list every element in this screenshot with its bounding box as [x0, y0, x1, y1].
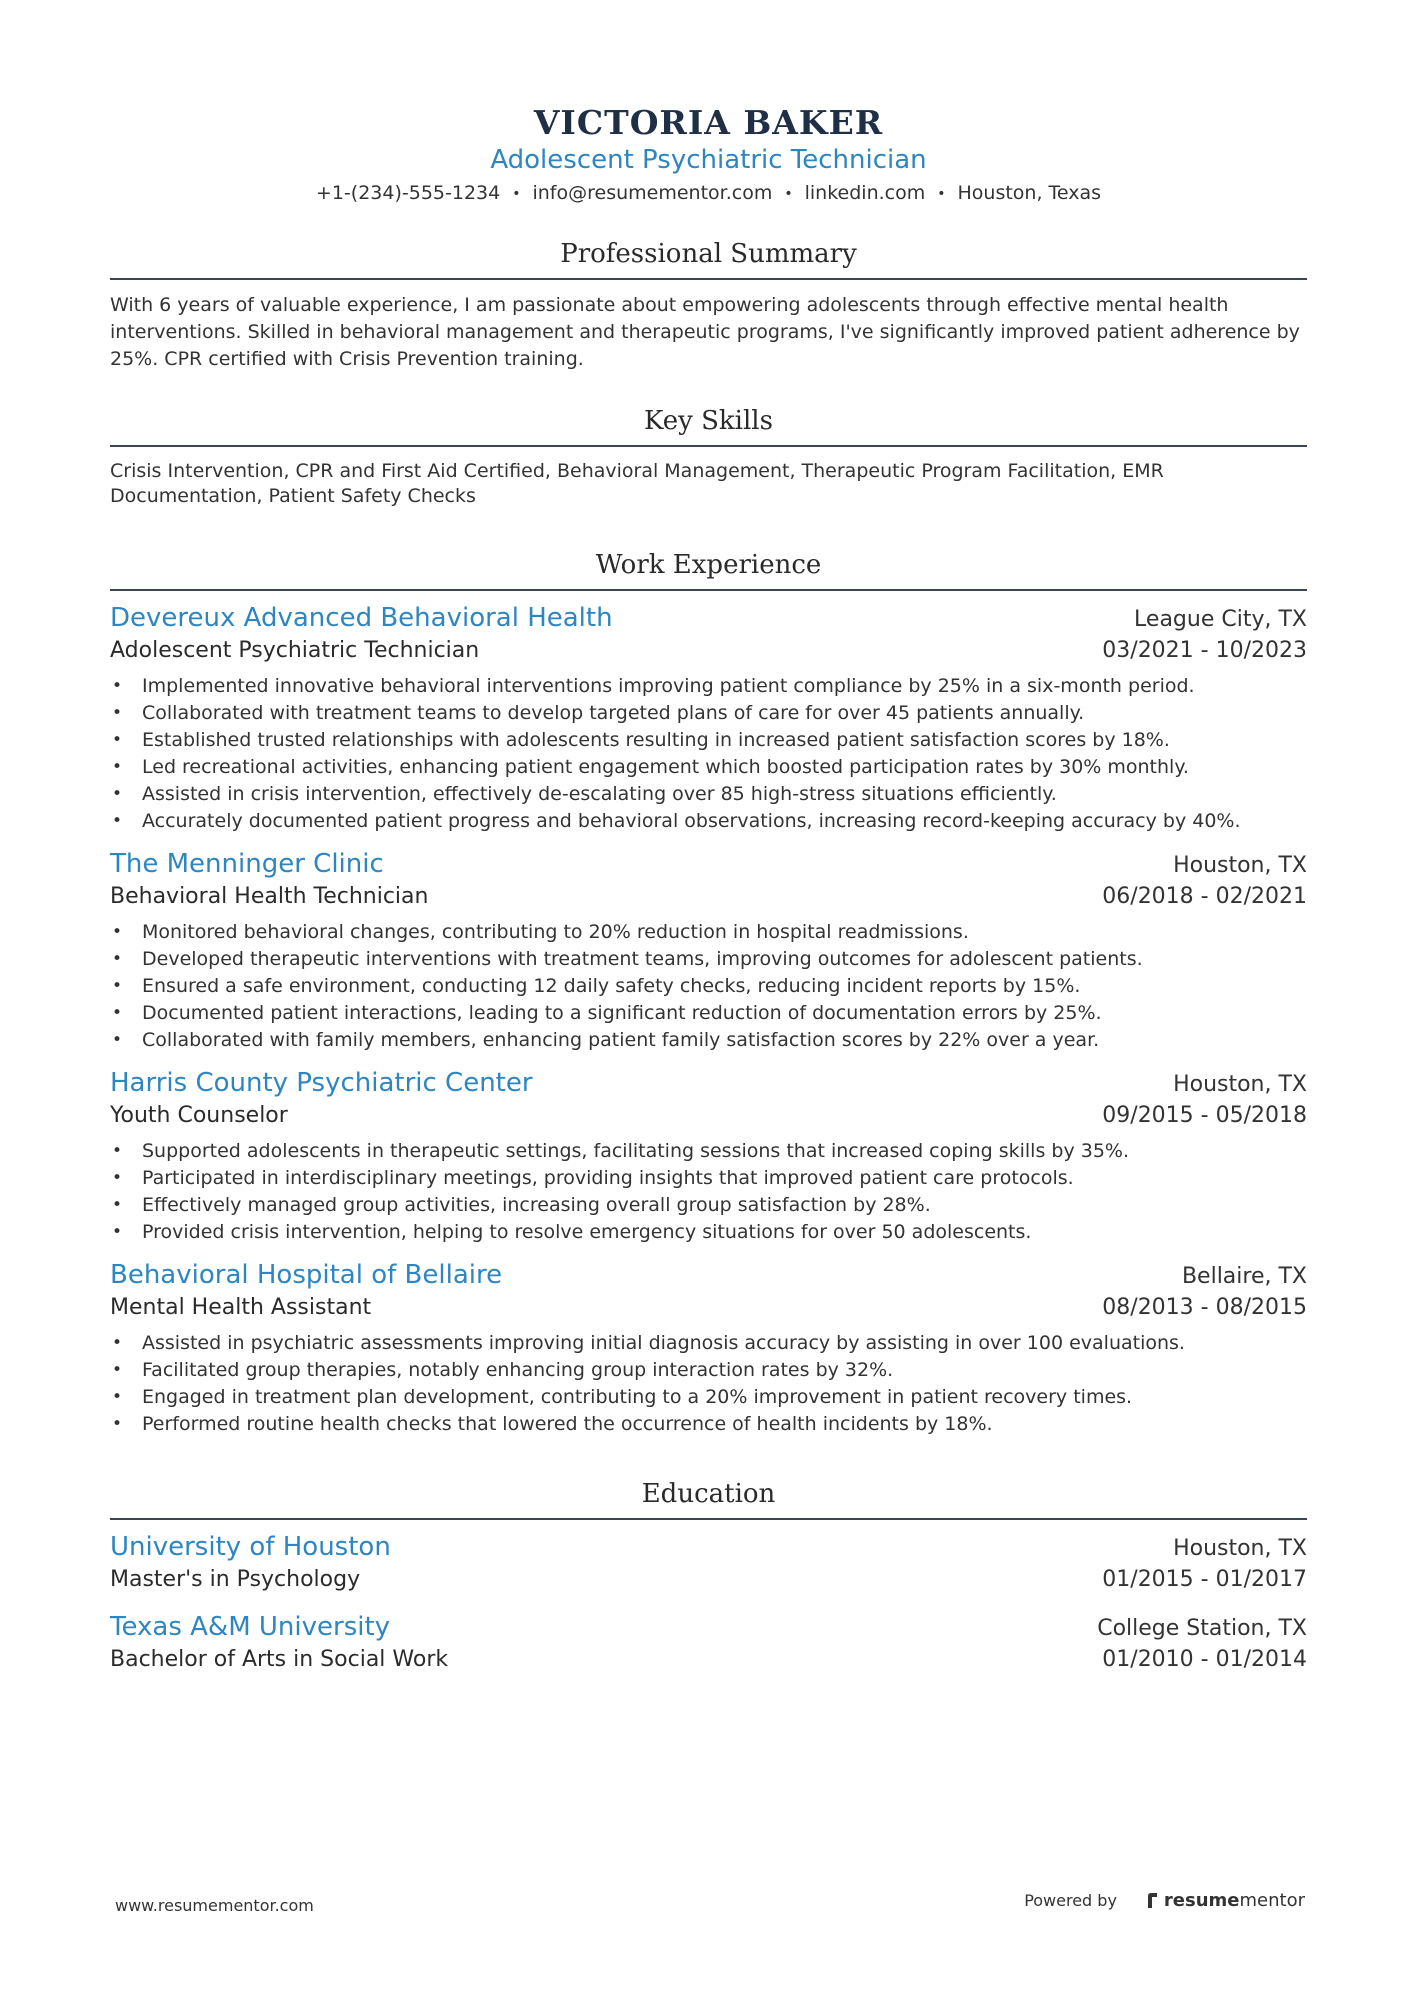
list-item: • Facilitated group therapies, notably enhancing group interaction rates by 32%.	[110, 1357, 1307, 1384]
list-item: • Ensured a safe environment, conducting 12 daily safety checks, reducing incident reports by 15%.	[110, 973, 1307, 1000]
job-dates: 06/2018 - 02/2021	[1102, 883, 1307, 909]
job-location: Houston, TX	[1173, 852, 1307, 878]
brand-name-light: mentor	[1239, 1890, 1305, 1911]
section-divider	[110, 445, 1307, 447]
candidate-title: Adolescent Psychiatric Technician	[490, 145, 927, 175]
list-item: • Assisted in crisis intervention, effectively de-escalating over 85 high-stress situations efficiently.	[110, 781, 1307, 808]
separator-dot: •	[512, 185, 521, 202]
resume-page	[110, 100, 1307, 1676]
skills-section	[110, 403, 1307, 509]
employer-name: Harris County Psychiatric Center	[110, 1067, 533, 1098]
experience-section	[110, 547, 1307, 1438]
school-location: Houston, TX	[1173, 1535, 1307, 1561]
job-entry	[110, 847, 1307, 1054]
skills-text: Crisis Intervention, CPR and First Aid Certified, Behavioral Management, Therapeutic Program Facilitation, EMR Documentation, Patient Safety Checks	[110, 459, 1164, 507]
summary-section	[110, 236, 1307, 373]
location: Houston, Texas	[957, 182, 1102, 204]
list-item: • Effectively managed group activities, increasing overall group satisfaction by 28%.	[110, 1192, 1307, 1219]
employer-name: Devereux Advanced Behavioral Health	[110, 602, 613, 633]
list-item: • Accurately documented patient progress and behavioral observations, increasing record-keeping accuracy by 40%.	[110, 808, 1307, 835]
list-item: • Provided crisis intervention, helping to resolve emergency situations for over 50 adolescents.	[110, 1219, 1307, 1246]
resumementor-logo-icon	[1147, 1892, 1159, 1909]
footer-branding	[1024, 1890, 1305, 1911]
list-item: • Implemented innovative behavioral interventions improving patient compliance by 25% in a six-month period.	[110, 673, 1307, 700]
job-bullets	[110, 673, 1307, 835]
degree: Master's in Psychology	[110, 1566, 361, 1592]
summary-text: With 6 years of valuable experience, I am passionate about empowering adolescents through effective mental health interventions. Skilled in behavioral management and therapeutic programs, I've significantly improved patient adherence by 25%. CPR certified with Crisis Prevention training.	[110, 293, 1300, 370]
list-item: • Engaged in treatment plan development, contributing to a 20% improvement in patient recovery times.	[110, 1384, 1307, 1411]
job-location: Bellaire, TX	[1181, 1263, 1307, 1289]
list-item: • Supported adolescents in therapeutic settings, facilitating sessions that increased coping skills by 35%.	[110, 1138, 1307, 1165]
job-role: Adolescent Psychiatric Technician	[110, 637, 480, 663]
education-dates: 01/2010 - 01/2014	[1102, 1646, 1307, 1672]
linkedin-link[interactable]: linkedin.com	[804, 182, 926, 204]
list-item: • Participated in interdisciplinary meetings, providing insights that improved patient care protocols.	[110, 1165, 1307, 1192]
degree: Bachelor of Arts in Social Work	[110, 1646, 449, 1672]
candidate-name: VICTORIA BAKER	[533, 103, 884, 142]
job-entry	[110, 1066, 1307, 1246]
job-bullets	[110, 1330, 1307, 1438]
list-item: • Collaborated with treatment teams to develop targeted plans of care for over 45 patients annually.	[110, 700, 1307, 727]
job-entry	[110, 601, 1307, 835]
job-dates: 03/2021 - 10/2023	[1102, 637, 1307, 663]
list-item: • Performed routine health checks that lowered the occurrence of health incidents by 18%.	[110, 1411, 1307, 1438]
job-entry	[110, 1258, 1307, 1438]
list-item: • Led recreational activities, enhancing patient engagement which boosted participation rates by 30% monthly.	[110, 754, 1307, 781]
job-role: Behavioral Health Technician	[110, 883, 429, 909]
school-name: University of Houston	[110, 1531, 391, 1562]
brand-name-bold: resume	[1163, 1890, 1240, 1911]
school-name: Texas A&M University	[110, 1611, 391, 1642]
phone: +1-(234)-555-1234	[315, 182, 501, 204]
job-dates: 08/2013 - 08/2015	[1102, 1294, 1307, 1320]
separator-dot: •	[937, 185, 946, 202]
footer-website-link[interactable]: www.resumementor.com	[115, 1896, 314, 1915]
section-heading: Professional Summary	[560, 238, 857, 269]
education-section	[110, 1476, 1307, 1676]
section-divider	[110, 278, 1307, 280]
job-bullets	[110, 1138, 1307, 1246]
section-heading: Key Skills	[644, 405, 773, 436]
list-item: • Established trusted relationships with adolescents resulting in increased patient satisfaction scores by 18%.	[110, 727, 1307, 754]
job-bullets	[110, 919, 1307, 1054]
resumementor-logo[interactable]	[1147, 1890, 1305, 1911]
email-link[interactable]: info@resumementor.com	[532, 182, 773, 204]
section-divider	[110, 589, 1307, 591]
resume-header	[110, 100, 1307, 208]
job-role: Mental Health Assistant	[110, 1294, 372, 1320]
job-location: Houston, TX	[1173, 1071, 1307, 1097]
list-item: • Assisted in psychiatric assessments improving initial diagnosis accuracy by assisting in over 100 evaluations.	[110, 1330, 1307, 1357]
contact-line	[110, 179, 1307, 208]
powered-by-label: Powered by	[1024, 1891, 1117, 1910]
education-dates: 01/2015 - 01/2017	[1102, 1566, 1307, 1592]
section-heading: Education	[641, 1478, 776, 1509]
education-entry	[110, 1530, 1307, 1596]
section-divider	[110, 1518, 1307, 1520]
separator-dot: •	[784, 185, 793, 202]
school-location: College Station, TX	[1097, 1615, 1307, 1641]
list-item: • Monitored behavioral changes, contributing to 20% reduction in hospital readmissions.	[110, 919, 1307, 946]
list-item: • Documented patient interactions, leading to a significant reduction of documentation errors by 25%.	[110, 1000, 1307, 1027]
section-heading: Work Experience	[595, 549, 822, 580]
job-role: Youth Counselor	[110, 1102, 288, 1128]
list-item: • Developed therapeutic interventions with treatment teams, improving outcomes for adolescent patients.	[110, 946, 1307, 973]
employer-name: The Menninger Clinic	[110, 848, 384, 879]
job-dates: 09/2015 - 05/2018	[1102, 1102, 1307, 1128]
list-item: • Collaborated with family members, enhancing patient family satisfaction scores by 22% over a year.	[110, 1027, 1307, 1054]
education-entry	[110, 1610, 1307, 1676]
job-location: League City, TX	[1134, 606, 1307, 632]
employer-name: Behavioral Hospital of Bellaire	[110, 1259, 503, 1290]
